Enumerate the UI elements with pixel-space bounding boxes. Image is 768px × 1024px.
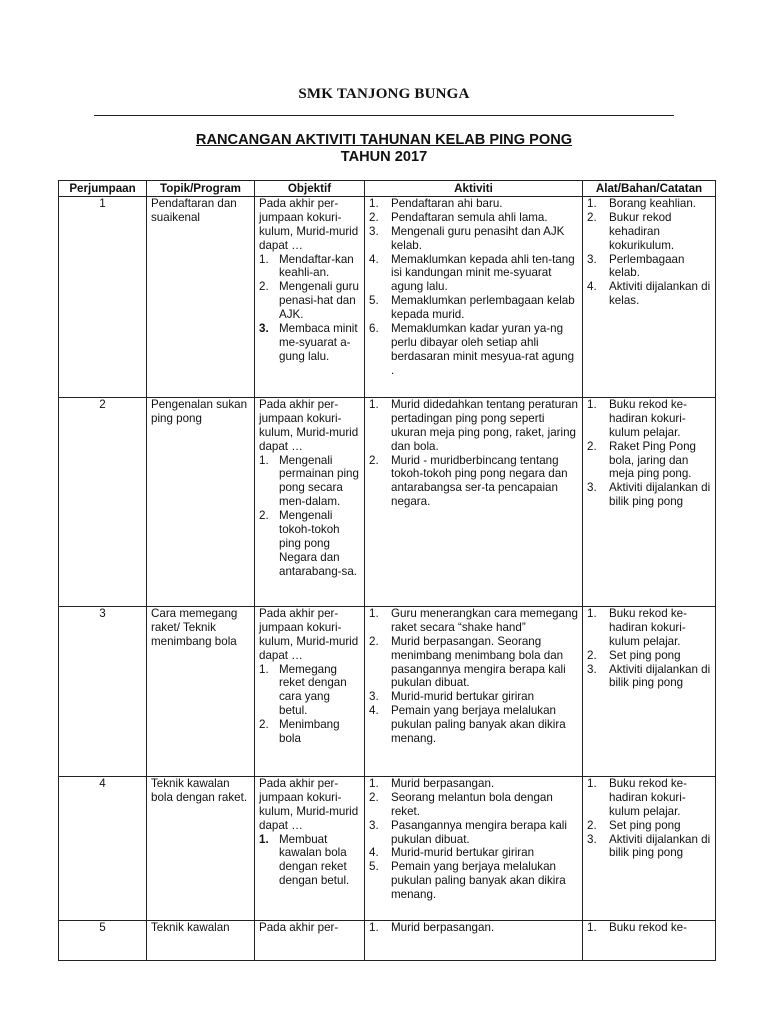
activity-item [369,607,578,635]
list-text: Seorang melantun bola dengan reket. [391,790,553,818]
materials-item [587,819,711,833]
list-text: Membuat kawalan bola dengan reket dengan betul. [279,832,350,888]
list-text: Set ping pong [609,648,681,662]
list-text: Set ping pong [609,818,681,832]
activity-item [369,294,578,322]
objective-cell [255,397,365,606]
activity-item [369,860,578,902]
topic-text: Teknik kawalan bola dengan raket. [151,776,248,804]
list-number: 3. [369,690,379,704]
objective-intro: Pada akhir per-jumpaan kokuri-kulum, Murid-murid dapat … [259,196,359,252]
activity-cell [365,920,583,960]
materials-cell [583,776,716,920]
list-text: Memaklumkan kadar yuran ya-ng perlu dibayar oleh setiap ahli berdasaran minit mesyua-rat agung . [391,322,575,377]
objective-item [259,454,360,510]
list-number: 1. [259,832,269,846]
topic-text: Cara memegang raket/ Teknik menimbang bola [151,606,238,648]
objective-intro: Pada akhir per- [259,920,339,934]
activity-item [369,197,578,211]
list-number: 1. [587,920,597,934]
list-text: Pemain yang berjaya melalukan pukulan paling banyak akan dikira menang. [391,860,566,902]
list-number: 1. [259,252,269,266]
list-text: Mendaftar-kan keahli-an. [279,252,354,280]
header-perjumpaan: Perjumpaan [59,181,147,197]
activity-item [369,704,578,746]
list-text: Murid - muridberbincang tentang tokoh-tokoh ping pong negara dan antarabangsa ser-ta pencapaian negara. [391,453,568,509]
objective-item [259,718,360,746]
list-text: Guru menerangkan cara memegang raket secara “shake hand” [391,606,578,634]
list-text: Murid berpasangan. [391,776,495,790]
list-text: Buku rekod ke-hadiran kokuri-kulum pelajar. [609,776,687,818]
objective-intro: Pada akhir per-jumpaan kokuri-kulum, Murid-murid dapat … [259,606,359,662]
objective-item [259,833,360,889]
list-text: Raket Ping Pong bola, jaring dan meja ping pong. [609,439,697,481]
topic-cell [147,397,255,606]
meeting-number: 5 [99,920,106,934]
header-divider [94,115,674,116]
list-number: 2. [369,453,379,467]
list-number: 2. [369,634,379,648]
meeting-number-cell [59,920,147,960]
materials-item [587,280,711,308]
list-number: 3. [369,224,379,238]
meeting-number-cell [59,606,147,776]
materials-item [587,833,711,861]
list-number: 2. [259,280,269,294]
list-text: Murid-murid bertukar giriran [391,846,535,860]
title-line-1: RANCANGAN AKTIVITI TAHUNAN KELAB PING PONG [195,132,573,148]
list-number: 5. [369,860,379,874]
list-number: 1. [587,397,597,411]
activity-item [369,322,578,378]
objective-item [259,509,360,579]
list-number: 1. [369,196,379,210]
list-text: Pendaftaran ahi baru. [391,196,503,210]
objective-intro: Pada akhir per-jumpaan kokuri-kulum, Murid-murid dapat … [259,397,359,453]
header-alat: Alat/Bahan/Catatan [583,181,716,197]
activity-item [369,791,578,819]
materials-item [587,663,711,691]
activity-cell [365,196,583,397]
list-text: Memegang reket dengan cara yang betul. [279,662,347,718]
list-text: Pemain yang berjaya melalukan pukulan paling banyak akan dikira menang. [391,704,566,746]
list-text: Mengenali permainan ping pong secara men-dalam. [279,453,359,509]
list-text: Bukur rekod kehadiran kokurikulum. [609,210,675,252]
list-text: Buku rekod ke- [609,920,687,934]
list-text: Buku rekod ke-hadiran kokuri-kulum pelajar. [609,606,687,648]
list-text: Membaca minit me-syuarat a-gung lalu. [279,322,358,363]
list-text: Menimbang bola [279,718,340,746]
list-number: 1. [369,776,379,790]
list-number: 2. [369,210,379,224]
objective-item [259,280,360,322]
list-text: Aktiviti dijalankan di kelas. [609,280,711,308]
list-number: 4. [587,280,597,294]
list-number: 3. [259,322,269,336]
table-row [59,776,716,920]
table-header-row [59,181,716,197]
header-aktiviti: Aktiviti [365,181,583,197]
materials-item [587,398,711,440]
list-number: 3. [587,662,597,676]
list-number: 1. [587,196,597,210]
topic-cell [147,920,255,960]
list-text: Aktiviti dijalankan di bilik ping pong [609,662,711,690]
list-number: 2. [587,818,597,832]
list-number: 1. [259,453,269,467]
topic-text: Pengenalan sukan ping pong [151,397,248,425]
materials-item [587,777,711,819]
materials-cell [583,196,716,397]
list-number: 1. [587,606,597,620]
objective-intro: Pada akhir per-jumpaan kokuri-kulum, Murid-murid dapat … [259,776,359,832]
header-objektif: Objektif [255,181,365,197]
meeting-number-cell [59,397,147,606]
list-number: 3. [369,818,379,832]
materials-item [587,481,711,509]
topic-cell [147,606,255,776]
list-text: Mengenali tokoh-tokoh ping pong Negara dan antarabang-sa. [279,509,357,578]
list-number: 2. [259,509,269,523]
table-row [59,920,716,960]
activity-item [369,211,578,225]
objective-cell [255,196,365,397]
list-number: 2. [587,648,597,662]
topic-text: Teknik kawalan [151,920,230,934]
materials-item [587,607,711,649]
list-text: Pasangannya mengira berapa kali pukulan dibuat. [391,818,567,846]
activity-item [369,253,578,295]
table-row [59,606,716,776]
list-number: 1. [369,606,379,620]
materials-item [587,440,711,482]
activity-cell [365,397,583,606]
list-text: Murid-murid bertukar giriran [391,690,535,704]
list-number: 1. [259,662,269,676]
meeting-number: 4 [99,776,106,790]
list-number: 2. [369,790,379,804]
activity-item [369,454,578,510]
title-line-2: TAHUN 2017 [340,149,428,165]
objective-cell [255,776,365,920]
list-number: 3. [587,481,597,495]
activity-item [369,819,578,847]
list-number: 1. [369,397,379,411]
materials-item [587,253,711,281]
materials-item [587,921,711,935]
activity-plan-table [58,180,716,961]
materials-cell [583,397,716,606]
list-number: 1. [587,776,597,790]
activity-cell [365,606,583,776]
table-row [59,397,716,606]
meeting-number: 2 [99,397,106,411]
objective-cell [255,606,365,776]
list-number: 1. [369,920,379,934]
materials-cell [583,920,716,960]
topic-text: Pendaftaran dan suaikenal [151,196,237,224]
activity-item [369,398,578,454]
meeting-number: 3 [99,606,106,620]
list-number: 5. [369,294,379,308]
list-text: Murid berpasangan. Seorang menimbang menimbang bola dan pasangannya mengira berapa kali pukulan dibuat. [391,634,566,690]
table-row [59,196,716,397]
list-number: 6. [369,322,379,336]
list-text: Pendaftaran semula ahli lama. [391,210,548,224]
activity-item [369,777,578,791]
list-number: 3. [587,832,597,846]
list-number: 3. [587,252,597,266]
list-text: Perlembagaan kelab. [609,252,685,280]
objective-cell [255,920,365,960]
activity-item [369,921,578,935]
list-text: Murid berpasangan. [391,920,495,934]
document-title [0,132,768,166]
list-text: Buku rekod ke-hadiran kokuri-kulum pelajar. [609,397,687,439]
list-text: Murid didedahkan tentang peraturan pertadingan ping pong seperti ukuran meja ping pong, raket, jaring dan bola. [391,397,578,453]
list-number: 2. [259,718,269,732]
school-name: SMK TANJONG BUNGA [298,86,470,102]
meeting-number: 1 [99,196,106,210]
list-text: Memaklumkan perlembagaan kelab kepada murid. [391,294,575,322]
list-number: 4. [369,252,379,266]
materials-item [587,211,711,253]
materials-item [587,649,711,663]
objective-item [259,322,360,364]
topic-cell [147,776,255,920]
materials-cell [583,606,716,776]
activity-item [369,690,578,704]
list-text: Borang keahlian. [609,196,697,210]
meeting-number-cell [59,196,147,397]
list-text: Aktiviti dijalankan di bilik ping pong [609,481,711,509]
materials-item [587,197,711,211]
list-number: 2. [587,210,597,224]
activity-item [369,225,578,253]
list-number: 4. [369,846,379,860]
list-text: Mengenali guru penasiht dan AJK kelab. [391,224,565,252]
list-number: 4. [369,704,379,718]
objective-item [259,663,360,719]
list-text: Aktiviti dijalankan di bilik ping pong [609,832,711,860]
list-text: Memaklumkan kepada ahli ten-tang isi kandungan minit me-syuarat agung lalu. [391,252,575,294]
list-text: Mengenali guru penasi-hat dan AJK. [279,280,359,322]
activity-item [369,846,578,860]
header-topik: Topik/Program [147,181,255,197]
activity-item [369,635,578,691]
topic-cell [147,196,255,397]
activity-cell [365,776,583,920]
list-number: 2. [587,439,597,453]
objective-item [259,253,360,281]
meeting-number-cell [59,776,147,920]
